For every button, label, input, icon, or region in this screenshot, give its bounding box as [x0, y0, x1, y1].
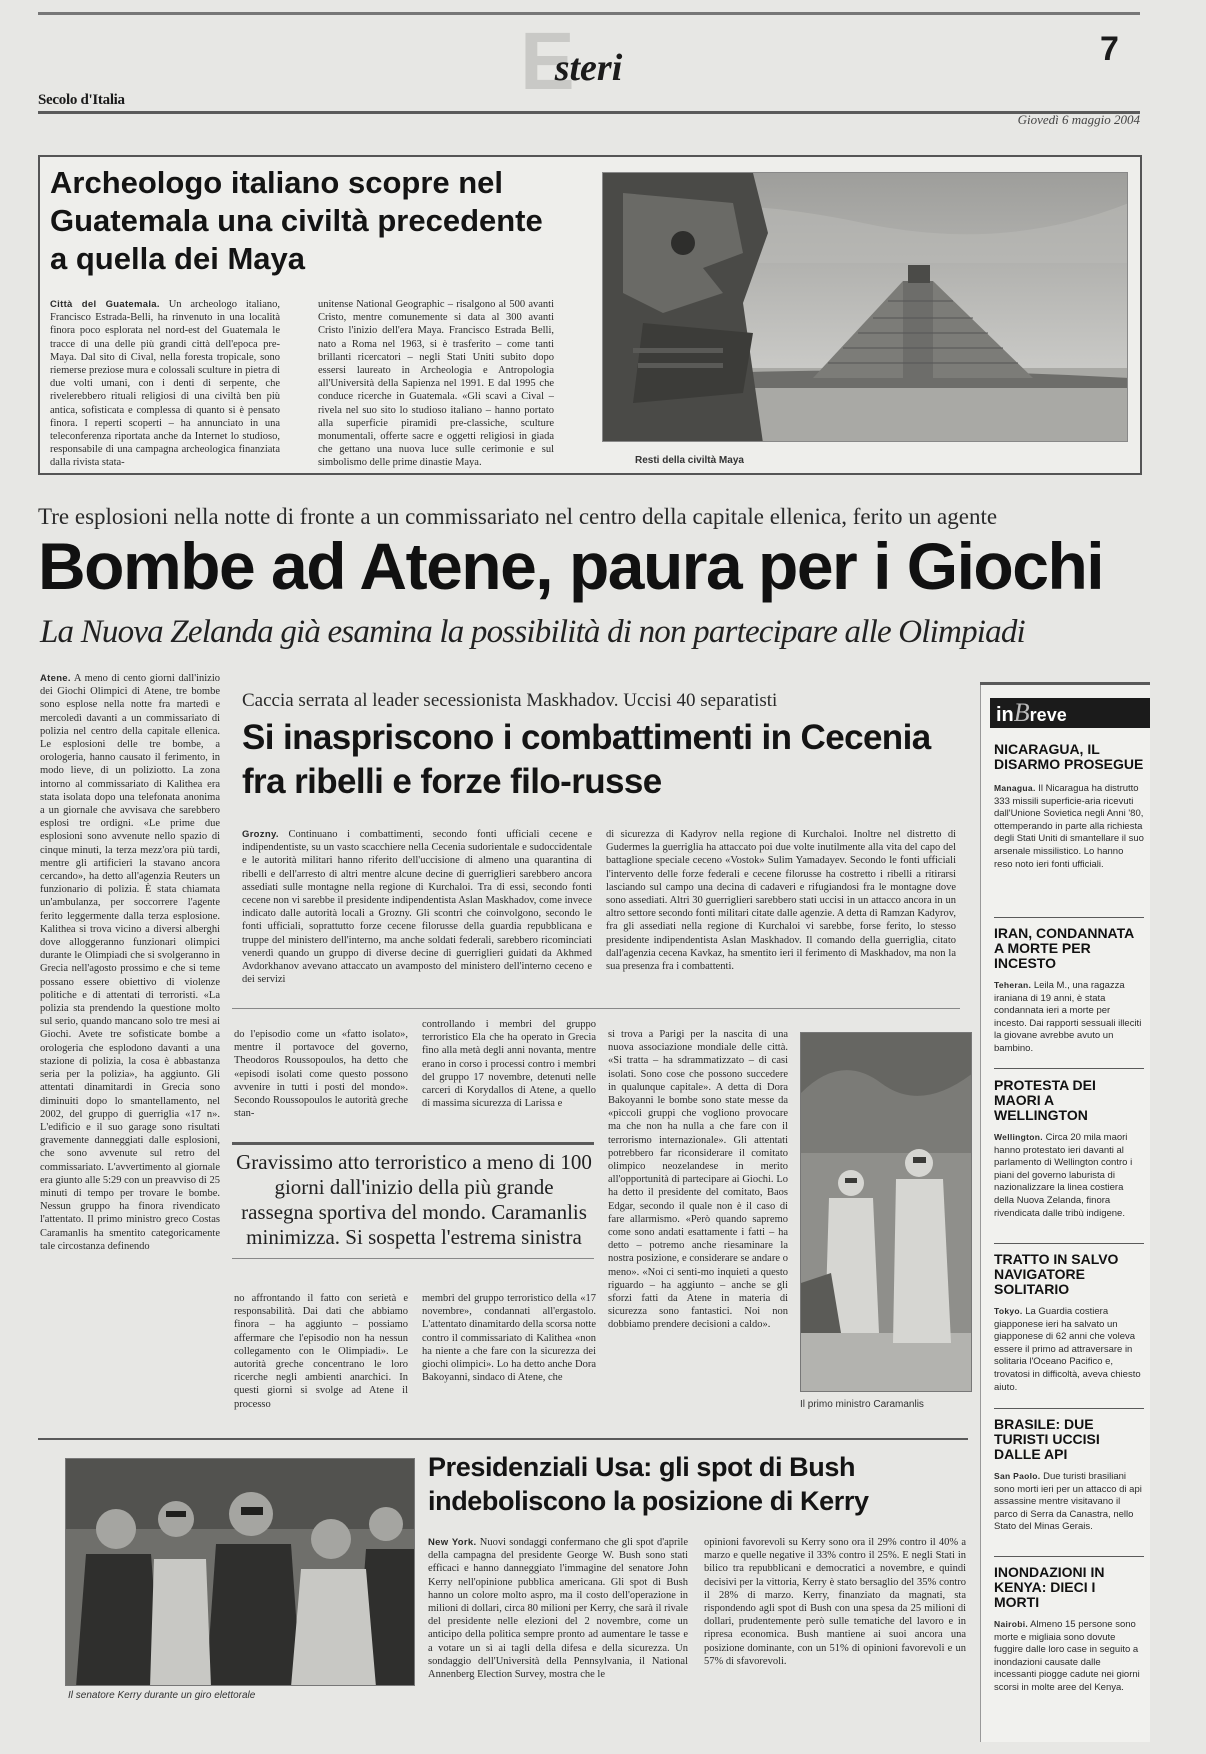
brief-body — [994, 979, 1144, 1056]
archaeology-headline: Archeologo italiano scopre nel Guatemala una civiltà precedente a quella dei Maya — [50, 165, 543, 276]
section-title — [520, 16, 642, 107]
brief-text: Almeno 15 persone sono morte e migliaia sono dovute fuggire dalle loro case in seguito a inondazioni causate dalle incessanti piogge cadute nei giorni scorsi in molte aree del Kenya. — [994, 1619, 1140, 1693]
archaeology-text-1: Un archeologo italiano, Francisco Estrada-Belli, ha rinvenuto in una località finora poco esplorata nel nord-est del Guatemala le tracce di una delle più grandi città dell'epoca pre-Maya. Dal sito di Cival, nella foresta tropicale, sono riemerse preziose mura e colossali sculture in pietra di due volti umani, con i denti di serpente, che rivelerebbero rituali religiosi di una civiltà ben più antica, sofisticata e complessa di quanto si è pensato finora. I reperti scoperti – ha annunciato in una teleconferenza riportata anche da Internet lo studioso, responsabile di una campagna archeologica finanziata dalla rivista stata- — [50, 299, 280, 468]
brief-dateline: Nairobi. — [994, 1619, 1029, 1629]
masthead-top-rule — [38, 12, 1140, 15]
athens-col-3b: membri del gruppo terroristico della «17 novembre», condannati all'ergastolo. L'attentato dinamitardo della scorsa notte contro il commissariato di Kalithea «non ha niente a che fare con la sicurezza dei giochi olimpici». Lo ha detto anche Dora Bakoyanni, sindaco di Atene, che — [422, 1293, 596, 1384]
athens-dateline: Atene. — [40, 673, 71, 684]
brief-item — [994, 926, 1144, 1056]
archaeology-col-1 — [50, 298, 280, 468]
brief-text: Due turisti brasiliani sono morti ieri per un attacco di api assassine mentre visitavano il parco di Serra da Canastra, nello Stato del Minas Gerais. — [994, 1471, 1142, 1533]
chechnya-col-1 — [242, 828, 592, 988]
brief-dateline: Tokyo. — [994, 1306, 1023, 1316]
usa-col-1 — [428, 1536, 688, 1736]
brief-item — [994, 1078, 1144, 1220]
issue-date: Giovedì 6 maggio 2004 — [1017, 112, 1140, 127]
chechnya-headline: Si inaspriscono i combattimenti in Cecenia fra ribelli e forze filo-russe — [242, 718, 931, 801]
brief-divider — [994, 1243, 1144, 1244]
brief-dateline: Wellington. — [994, 1132, 1043, 1142]
kerry-photo-caption: Il senatore Kerry durante un giro elettorale — [68, 1690, 256, 1701]
chechnya-col-2: di sicurezza di Kadyrov nella regione di Kurchaloi. Inoltre nel distretto di Gudermes la guerriglia ha attaccato poi due volte inutilmente alla vita del capo del battaglione speciale ceceno «Vostok» Sulim Yamadayev. Secondo le fonti ufficiali l'intervento delle forze federali e cecene filorusse ha costretto i ribelli a ritirarsi lasciando sul campo una decina di cadaveri e rifugiandosi fra le montagne dove sono assediati. Altri 30 guerriglieri sarebbero stati uccisi in un attacco ancora in un altro settore secondo fonti militari citate dalle agenzie. A detta di Ramzan Kadyrov, fra gli assediati nella regione di Kurchaloi vi sarebbe, forse ferito, lo stesso presidente indipendentista Aslan Maskhadov. Il comando della guerriglia, citato dall'agenzia cecena Kavkaz, ha smentito ieri il ferimento di Maskhadov, ma non la sua presenza fra i combattenti. — [606, 829, 956, 973]
athens-subheadline: La Nuova Zelanda già esamina la possibilità di non partecipare alle Olimpiadi — [40, 614, 1025, 650]
brief-text: Il Nicaragua ha distrutto 333 missili superficie-aria ricevuti dall'Unione Sovietica negli Anni '80, ottemperando in parte alla richiesta degli Stati Uniti di smantellare il suo arsenale missilistico. Lo hanno reso noto ieri fonti ufficiali. — [994, 783, 1144, 870]
brief-item — [994, 1565, 1144, 1695]
briefs-header-in: in — [996, 704, 1014, 726]
brief-dateline: San Paolo. — [994, 1471, 1041, 1481]
briefs-top-rule — [980, 682, 1150, 685]
brief-body — [994, 782, 1144, 871]
usa-col-2: opinioni favorevoli su Kerry sono ora il 29% contro il 40% a marzo e quelle negative il 33% contro il 25%. E negli Stati in bilico tra repubblicani e democratici a novembre, e quindi decisivi per la vittoria, Kerry è stato bersaglio del 35% contro il 28% di marzo. Kerry, finanziato da magnati, sta rispondendo agli spot di Bush con una spesa da 25 milioni di dollari, prudentemente però sulle tematiche del lavoro e in ripresa economica. Bush mantiene ai suoi ancora una posizione dominante, con un 51% di opinioni favorevoli e un 57% di sfavorevoli. — [704, 1537, 966, 1667]
chechnya-kicker: Caccia serrata al leader secessionista Maskhadov. Uccisi 40 separatisti — [242, 690, 778, 711]
brief-item — [994, 1252, 1144, 1394]
athens-kicker: Tre esplosioni nella notte di fronte a un commissariato nel centro della capitale ellenica, ferito un agente — [38, 504, 998, 529]
athens-text-1: A meno di cento giorni dall'inizio dei Giochi Olimpici di Atene, tre bombe sono esplose nella notte fra martedì e mercoledì davanti a un commissariato di polizia nel centro della capitale ellenica. Le esplosioni delle tre bombe, a orologeria, hanno causato il ferimento, in modo lieve, di un poliziotto. La zona intorno al commissariato di Kalithea era stata isolata dopo una telefonata anonima a un giornale che avvisava che sarebbero esplosi tre ordigni. «Le prime due esplosioni sono avvenute nello spazio di cinque minuti, la terza mezz'ora più tardi, mentre gli artificieri la stavano ancora cercando», ha detto all'agenzia Reuters un funzionario di polizia. È stata chiamata un'ambulanza, per soccorrere l'agente ferito leggermente dalla terza esplosione. Kalithea si trova vicino a diversi alberghi dove alloggeranno funzionari olimpici durante le Olimpiadi che si svolgeranno in Grecia nell'agosto prossimo e che si teme possano essere obiettivo di violenze politiche e di attentati di terroristi. «La polizia sta prendendo la questione molto sul serio, quando mancano solo tre mesi ai Giochi. Avete tre sofisticate bombe a orologeria che esplodono davanti a una stazione di polizia, la cosa è abbastanza seria per la polizia», ha aggiunto. Gli attentati dinamitardi in Grecia sono diminuiti dopo lo smantellamento, nel 2002, del gruppo di guerriglia «17 n». L'edificio e il suo garage sono risultati gravemente danneggiati dalle esplosioni, che sono avvenute sul retro del commissariato. L'avvertimento al giornale era giunto alle 5:29 con un preavviso di 25 minuti di tempo per trovare le bombe. Nessun gruppo ha finora rivendicato l'attentato. Il primo ministro greco Costas Caramanlis ha smentito categoricamente tale circostanza definendo — [40, 673, 220, 1252]
briefs-header-rest: reve — [1029, 705, 1067, 725]
brief-title: IRAN, CONDANNATA A MORTE PER INCESTO — [994, 925, 1134, 971]
athens-headline: Bombe ad Atene, paura per i Giochi — [38, 529, 1104, 603]
brief-item — [994, 1417, 1144, 1534]
brief-title: INONDAZIONI IN KENYA: DIECI I MORTI — [994, 1564, 1105, 1610]
page-number: 7 — [1100, 30, 1119, 68]
kerry-photo — [65, 1458, 415, 1686]
brief-title: TRATTO IN SALVO NAVIGATORE SOLITARIO — [994, 1251, 1119, 1297]
brief-dateline: Teheran. — [994, 980, 1032, 990]
usa-text-1: Nuovi sondaggi confermano che gli spot d'aprile della campagna del presidente George W. Bush sono stati efficaci e hanno danneggiato l'immagine del senatore John Kerry nell'opinione pubblica americana. Gli spot di Bush hanno un colore molto aspro, ma il costo dell'operazione in milioni di dollari, circa 80 milioni per Kerry, che sarà il rivale del presidente nelle elezioni del 2 novembre, come un anticipo della politica sempre pronto ad aumentare le tasse e a votare un sì ai tagli della difesa e della sicurezza. Un sondaggio dell'Università della Pennsylvania, il National Annenberg Election Survey, mostra che le — [428, 1537, 688, 1681]
brief-title: NICARAGUA, IL DISARMO PROSEGUE — [994, 741, 1144, 772]
paper-name: Secolo d'Italia — [38, 92, 125, 108]
brief-dateline: Managua. — [994, 783, 1036, 793]
brief-text: Circa 20 mila maori hanno protestato ieri davanti al parlamento di Wellington contro i piani del governo laburista di nazionalizzare la linea costiera della Nuova Zelanda, finora rivendicata dalle tribù indigene. — [994, 1132, 1133, 1219]
maya-pyramid-image — [603, 173, 1128, 442]
brief-divider — [994, 1068, 1144, 1069]
section-rest: steri — [554, 47, 623, 89]
brief-item — [994, 742, 1144, 871]
brief-body — [994, 1305, 1144, 1394]
brief-body — [994, 1131, 1144, 1220]
brief-title: BRASILE: DUE TURISTI UCCISI DALLE API — [994, 1416, 1100, 1462]
section-initial: E — [520, 16, 575, 107]
usa-headline: Presidenziali Usa: gli spot di Bush indeboliscono la posizione di Kerry — [428, 1452, 869, 1516]
brief-text: La Guardia costiera giapponese ieri ha salvato un giapponese di 62 anni che voleva essere il primo ad attraversare in solitaria l'Oceano Pacifico e, trovatosi in difficoltà, aveva chiesto aiuto. — [994, 1306, 1141, 1393]
kerry-crowd-image — [66, 1459, 415, 1686]
brief-body — [994, 1470, 1144, 1534]
brief-body — [994, 1618, 1144, 1695]
pullquote-top-rule — [232, 1142, 594, 1145]
usa-dateline: New York. — [428, 1537, 477, 1548]
maya-pyramid-photo — [602, 172, 1128, 442]
caramanlis-scene-image — [801, 1033, 972, 1392]
usa-top-rule — [38, 1438, 968, 1440]
maya-photo-caption: Resti della civiltà Maya — [635, 455, 744, 466]
brief-text: Leila M., una ragazza iraniana di 19 anni, è stata condannata ieri a morte per incesto. Dai rapporti sessuali illeciti la giovane avrebbe avuto un bambino. — [994, 980, 1142, 1054]
athens-col-2a: do l'episodio come un «fatto isolato», mentre il portavoce del governo, Theodoros Roussopoulos, ha detto che «episodi isolati come questo possono avvenire in tutti i posti del mondo». Secondo Roussopoulos le autorità greche stan- — [234, 1029, 408, 1120]
brief-title: PROTESTA DEI MAORI A WELLINGTON — [994, 1077, 1096, 1123]
chechnya-dateline: Grozny. — [242, 829, 279, 840]
brief-divider — [994, 1408, 1144, 1409]
chechnya-text-1: Continuano i combattimenti, secondo fonti ufficiali cecene e indipendentiste, su un vasto scacchiere nella Cecenia sudorientale e sudoccidentale e le autorità militari hanno riferito dell'uccisione di almeno una quarantina di ribelli e dell'arresto di altri mentre alcune decine di guerriglieri sarebbero ancora assediati sulle montagne nella regione di Kurchaloi. Tra di essi, secondo fonti cecene non vi sarebbe il presidente indipendentista Aslan Maskhadov, come invece indicato dalle autorità locali a Grozny. Gli scontri che coinvolgono, secondo le fonti ufficiali, soprattutto forze cecene filorusse della guardia repubblicana e truppe del ministero dell'interno, ma anche soldati federali, sarebbero ricominciati venerdì quando un gruppo di diverse decine di guerriglieri guidati da Akhmed Avdorkhanov avevano attaccato un avamposto del ministero dell'interno ceceno e dei servizi — [242, 829, 592, 986]
caramanlis-photo — [800, 1032, 972, 1392]
athens-col-2b: no affrontando il fatto con serietà e responsabilità. Dai dati che abbiamo finora – ha aggiunto – possiamo affermare che l'episodio non ha nessun collegamento con le Olimpiadi». Le autorità greche concentrano le loro ricerche negli ambienti anarchici. In questi giorni si svolge ad Atene il processo — [234, 1293, 408, 1410]
athens-col-4a: si trova a Parigi per la nascita di una nuova associazione mondiale delle città. «Si tratta – ha sdrammatizzato – di casi isolati. Sono cose che possono succedere in qualunque capitale». A detta di Dora Bakoyanni le bombe sono state messe da «piccoli gruppi che vogliono provocare ma che non ha nulla a che fare con il terrorismo internazionale». Gli attentati potrebbero far riconsiderare il comitato olimpico neozelandese in merito all'opportunità di partecipare ai Giochi. Lo ha detto il presidente del comitato, Baos Edgar, secondo il quale non è il caso di fare allarmismo. «Però quando sapremo come sono andati esattamente i fatti – ha detto – potremo anche riesaminare la nostra posizione, e considerare se andare o meno». «Noi ci senti-mo inquieti a questo riguardo – ha aggiunto – anche se gli sforzi fatti da Atene in materia di sicurezza sono fantastici. Noi non dobbiamo prendere decisioni a caldo». — [608, 1029, 788, 1331]
pullquote-bottom-rule — [232, 1258, 594, 1259]
chechnya-bottom-rule — [232, 1008, 960, 1009]
briefs-header-initial: B — [1013, 698, 1030, 727]
archaeology-dateline: Città del Guatemala. — [50, 299, 160, 310]
archaeology-col-2: unitense National Geographic – risalgono al 500 avanti Cristo, mentre comunemente si data al 300 avanti Cristo l'inizio dell'era Maya. Francisco Estrada Belli, nato a Roma nel 1963, si è trasferito – come tanti brillanti ricercatori – negli Stati Uniti subito dopo essersi laureato in Archeologia e Antropologia all'Università della Sapienza nel 1991. E dal 1995 che conduce ricerche in Guatemala. «Gli scavi a Cival – rivela nel suo sito lo studioso italiano – hanno portato alla superficie piramidi pre-classiche, sculture monumentali, offerte sacre e oggetti religiosi in giada che gettano una nuova luce sulle cerimonie e sul simbolismo delle prime dinastie Maya. — [318, 299, 554, 468]
athens-col-3a: controllando i membri del gruppo terroristico Ela che ha operato in Grecia fino alla metà degli anni novanta, mentre erano in corso i processi contro i membri del gruppo 17 novembre, detenuti nelle carceri di Korydallos di Atene, a quello di massima sicurezza di Larissa e — [422, 1019, 596, 1110]
brief-divider — [994, 917, 1144, 918]
brief-divider — [994, 1556, 1144, 1557]
caramanlis-photo-caption: Il primo ministro Caramanlis — [800, 1399, 924, 1410]
athens-pullquote: Gravissimo atto terroristico a meno di 100 giorni dall'inizio della più grande rassegna sportiva del mondo. Caramanlis minimizza. Si sospetta l'estrema sinistra — [236, 1150, 592, 1249]
briefs-header — [990, 698, 1150, 728]
athens-col-1 — [40, 672, 220, 1427]
